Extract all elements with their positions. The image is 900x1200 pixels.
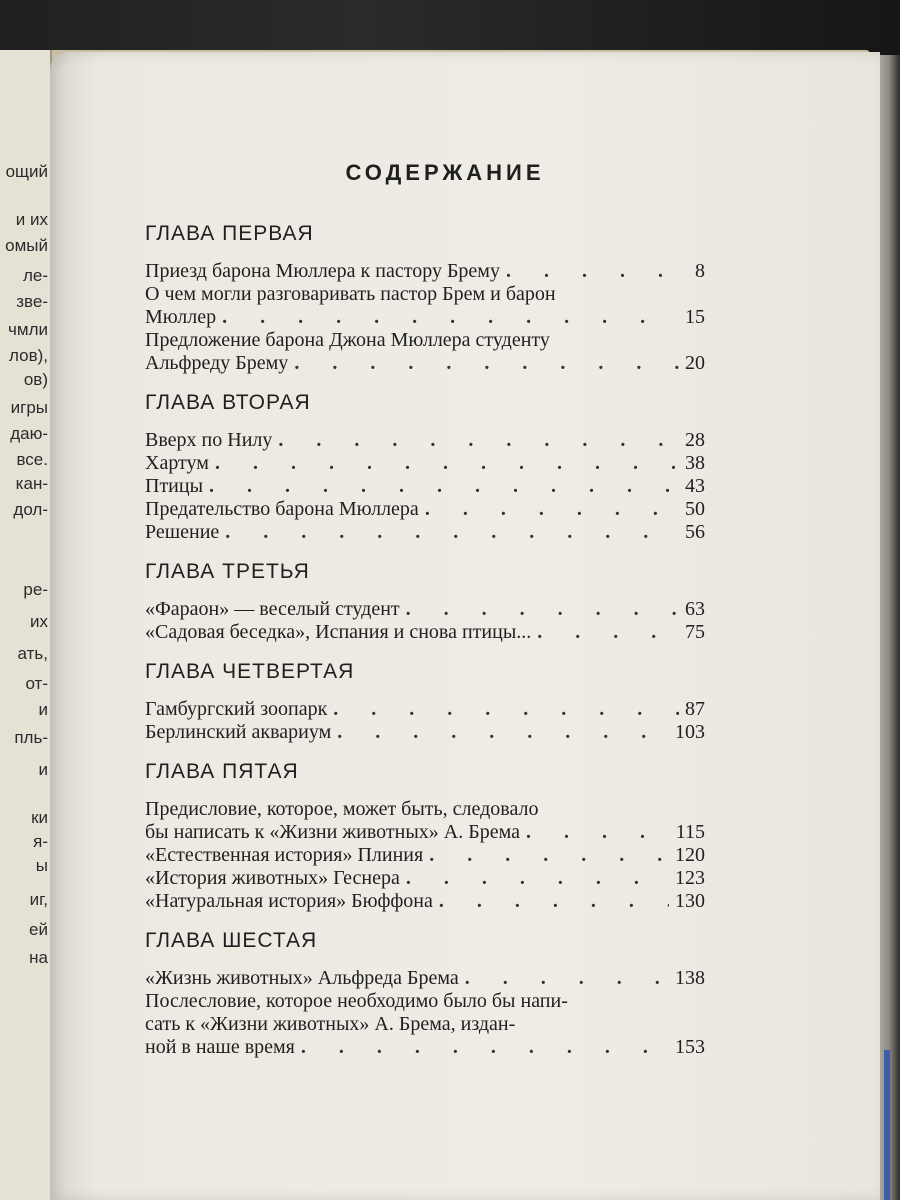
- toc-entry-line: [145, 475, 705, 498]
- toc-entry-title: Вверх по Нилу: [145, 429, 273, 451]
- chapter-block: [145, 929, 705, 1059]
- chapter-block: [145, 560, 705, 644]
- chapter-block: [145, 391, 705, 544]
- toc-entry-title: Берлинский аквариум: [145, 721, 332, 743]
- dot-leader: [526, 821, 670, 844]
- page-number: 8: [695, 260, 705, 282]
- toc-entry-line: [145, 283, 705, 306]
- toc-entry-line: [145, 621, 705, 644]
- left-page-text-fragment: ать,: [17, 644, 48, 663]
- toc-entry-line: [145, 967, 705, 990]
- toc-entry-line: [145, 260, 705, 283]
- toc-entry-title: Хартум: [145, 452, 209, 474]
- chapter-list: [145, 222, 705, 1059]
- toc-entry: [145, 452, 705, 475]
- toc-entry-line: [145, 990, 705, 1013]
- toc-entry-title: Послесловие, которое необходимо было бы напи-: [145, 990, 568, 1012]
- toc-entry-line: [145, 452, 705, 475]
- toc-entry: [145, 498, 705, 521]
- toc-entry-title: Предисловие, которое, может быть, следовало: [145, 798, 539, 820]
- toc-entry-title: Гамбургский зоопарк: [145, 698, 328, 720]
- left-page-text-fragment: иг,: [29, 890, 48, 909]
- toc-entry: [145, 283, 705, 329]
- page-number: 15: [685, 306, 705, 328]
- toc-entry-line: [145, 721, 705, 744]
- toc-entry: [145, 260, 705, 283]
- left-page-text-fragment: от-: [25, 674, 48, 693]
- left-page-text-fragment: лов),: [9, 346, 48, 365]
- toc-entry: [145, 329, 705, 375]
- toc-entry: [145, 429, 705, 452]
- toc-entry-title: О чем могли разговаривать пастор Брем и барон: [145, 283, 556, 305]
- toc-entry-line: [145, 598, 705, 621]
- toc-entry-line: [145, 1036, 705, 1059]
- toc-entry-line: [145, 867, 705, 890]
- toc-entry-title: Птицы: [145, 475, 204, 497]
- page-number: 20: [685, 352, 705, 374]
- toc-entry: [145, 967, 705, 990]
- dot-leader: [222, 306, 679, 329]
- dot-leader: [333, 698, 679, 721]
- page-number: 153: [675, 1036, 705, 1058]
- page-number: 123: [675, 867, 705, 889]
- left-page-text-fragment: ы: [35, 856, 48, 875]
- chapter-heading: ГЛАВА ВТОРАЯ: [145, 391, 311, 414]
- toc-entry: [145, 990, 705, 1059]
- page-number: 87: [685, 698, 705, 720]
- left-page-text-fragment: зве-: [16, 292, 48, 311]
- left-page-text-fragment: чмли: [8, 320, 48, 339]
- left-page-text-fragment: ки: [31, 808, 48, 827]
- toc-entry-title: «История животных» Геснера: [145, 867, 400, 889]
- left-page-text-fragment: пль-: [14, 728, 48, 747]
- left-page-text-fragment: ощий: [5, 162, 48, 181]
- chapter-heading: ГЛАВА ПЯТАЯ: [145, 760, 299, 783]
- toc-entry: [145, 721, 705, 744]
- left-page-text-fragment: и их: [15, 210, 48, 229]
- toc-entry: [145, 475, 705, 498]
- chapter-block: [145, 660, 705, 744]
- page-number: 43: [685, 475, 705, 497]
- toc-entry-line: [145, 329, 705, 352]
- toc-entry-title: «Натуральная история» Бюффона: [145, 890, 433, 912]
- toc-entry-title: ной в наше время: [145, 1036, 295, 1058]
- toc-entry: [145, 798, 705, 844]
- toc-entry-line: [145, 798, 705, 821]
- table-of-contents: [145, 160, 705, 1075]
- toc-entry-title: «Жизнь животных» Альфреда Брема: [145, 967, 459, 989]
- dot-leader: [465, 967, 669, 990]
- left-page-text-fragment: их: [30, 612, 48, 631]
- toc-entry-title: Приезд барона Мюллера к пастору Брему: [145, 260, 500, 282]
- page-number: 138: [675, 967, 705, 989]
- chapter-block: [145, 222, 705, 375]
- page-number: 103: [675, 721, 705, 743]
- dot-leader: [294, 352, 679, 375]
- toc-entry-title: «Фараон» — веселый студент: [145, 598, 400, 620]
- dot-leader: [225, 521, 679, 544]
- dot-leader: [429, 844, 669, 867]
- chapter-heading: ГЛАВА ЧЕТВЕРТАЯ: [145, 660, 355, 683]
- toc-entry-line: [145, 498, 705, 521]
- toc-entry-title: «Естественная история» Плиния: [145, 844, 424, 866]
- chapter-heading: ГЛАВА ШЕСТАЯ: [145, 929, 318, 952]
- left-page-text-fragment: ов): [23, 370, 48, 389]
- dot-leader: [406, 867, 669, 890]
- left-page-text-fragment: и: [38, 760, 48, 779]
- toc-entry: [145, 621, 705, 644]
- toc-entry-line: [145, 521, 705, 544]
- toc-entry-line: [145, 890, 705, 913]
- left-page-text-fragment: дол-: [13, 500, 48, 519]
- toc-entry-title: Альфреду Брему: [145, 352, 289, 374]
- toc-title: СОДЕРЖАНИЕ: [345, 160, 545, 185]
- toc-entry-title: Предложение барона Джона Мюллера студенту: [145, 329, 550, 351]
- dot-leader: [439, 890, 669, 913]
- left-page-text-fragment: я-: [33, 832, 48, 851]
- page-number: 75: [685, 621, 705, 643]
- toc-entry-title: сать к «Жизни животных» А. Брема, издан-: [145, 1013, 516, 1035]
- dot-leader: [337, 721, 669, 744]
- toc-entry: [145, 598, 705, 621]
- toc-entry-line: [145, 306, 705, 329]
- toc-entry-title: Предательство барона Мюллера: [145, 498, 419, 520]
- left-page-text-fragment: игры: [10, 398, 48, 417]
- chapter-heading: ГЛАВА ТРЕТЬЯ: [145, 560, 310, 583]
- toc-entry-title: бы написать к «Жизни животных» А. Брема: [145, 821, 520, 843]
- left-page-text-fragment: кан-: [15, 474, 48, 493]
- toc-entry-title: «Садовая беседка», Испания и снова птицы...: [145, 621, 532, 643]
- chapter-block: [145, 760, 705, 913]
- toc-entry-title: Решение: [145, 521, 220, 543]
- left-page-text-fragment: и: [38, 700, 48, 719]
- left-page-fragment: [0, 50, 52, 1200]
- toc-entry-line: [145, 844, 705, 867]
- page-number: 28: [685, 429, 705, 451]
- left-page-text-fragment: на: [29, 948, 48, 967]
- toc-entry-line: [145, 352, 705, 375]
- page-number: 50: [685, 498, 705, 520]
- page-number: 56: [685, 521, 705, 543]
- dot-leader: [301, 1036, 669, 1059]
- left-page-text-fragment: ле-: [22, 266, 48, 285]
- page-number: 38: [685, 452, 705, 474]
- dot-leader: [278, 429, 679, 452]
- dot-leader: [506, 260, 689, 283]
- dot-leader: [209, 475, 679, 498]
- blue-bookmark: [884, 1050, 890, 1200]
- dot-leader: [215, 452, 679, 475]
- toc-entry: [145, 890, 705, 913]
- page-number: 120: [675, 844, 705, 866]
- left-page-text-fragment: ей: [29, 920, 48, 939]
- page-number: 115: [675, 821, 705, 843]
- toc-entry-line: [145, 821, 705, 844]
- toc-entry: [145, 844, 705, 867]
- dot-leader: [406, 598, 679, 621]
- toc-entry-title: Мюллер: [145, 306, 217, 328]
- toc-entry: [145, 521, 705, 544]
- left-page-text-fragment: омый: [5, 236, 48, 255]
- page-number: 130: [675, 890, 705, 912]
- left-page-text-fragment: даю-: [10, 424, 48, 443]
- dot-leader: [425, 498, 679, 521]
- chapter-heading: ГЛАВА ПЕРВАЯ: [145, 222, 314, 245]
- toc-entry-line: [145, 1013, 705, 1036]
- toc-entry: [145, 867, 705, 890]
- toc-entry-line: [145, 429, 705, 452]
- dot-leader: [537, 621, 679, 644]
- page-number: 63: [685, 598, 705, 620]
- toc-entry-line: [145, 698, 705, 721]
- left-page-text-fragment: ре-: [23, 580, 48, 599]
- left-page-text-fragment: все.: [16, 450, 48, 469]
- toc-entry: [145, 698, 705, 721]
